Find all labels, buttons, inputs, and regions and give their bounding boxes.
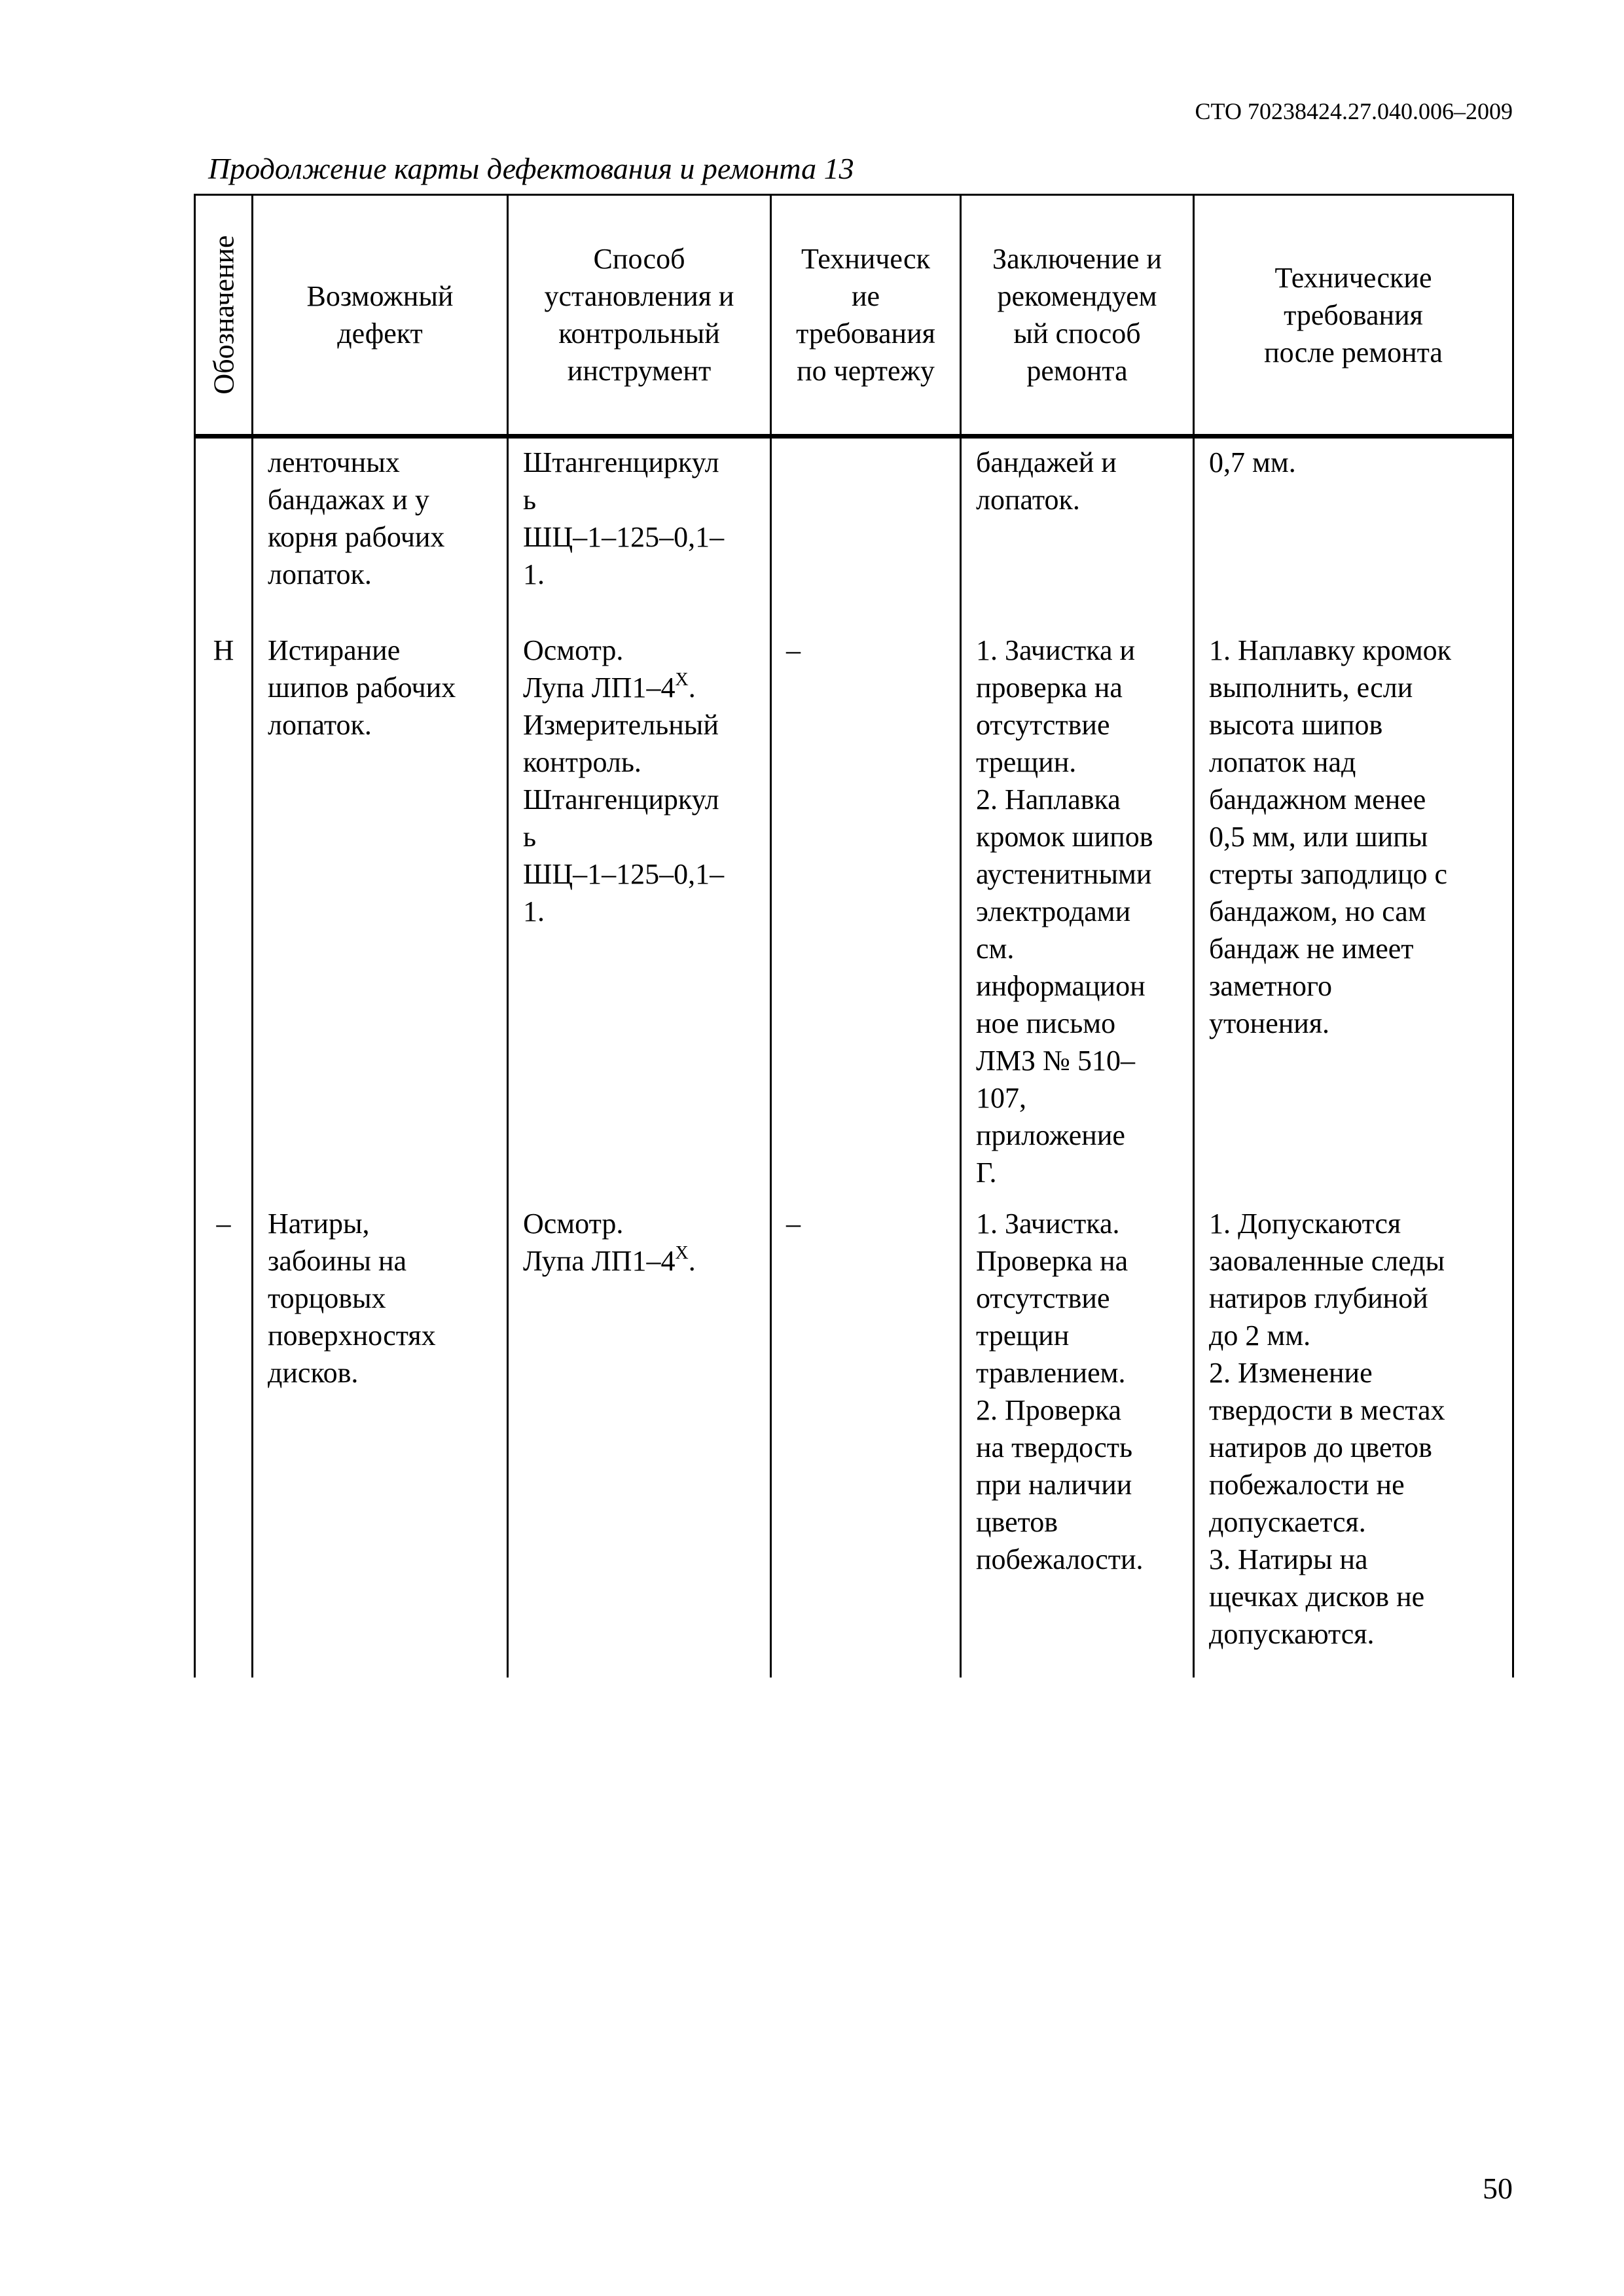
conclusion-text: бандажей и лопаток. (976, 446, 1117, 516)
table-header-row (195, 195, 1513, 437)
post-repair-text: 1. Допускаются заоваленные следы натиров глубиной до 2 мм. 2. Изменение твердости в местах натиров до цветов побежалости не допускается. 3. Натиры на щечках дисков не допускаются. (1209, 1208, 1445, 1650)
method-text: Штангенциркул ь ШЦ–1–125–0,1– 1. (523, 446, 725, 590)
cell-method (508, 437, 771, 627)
table-row (195, 1200, 1513, 1677)
header-post-repair-label: Технические требования после ремонта (1264, 261, 1443, 368)
method-superscript: Х (675, 1243, 689, 1263)
defect-repair-table (194, 194, 1514, 1677)
post-repair-text: 0,7 мм. (1209, 446, 1296, 478)
header-defect-label: Возможный дефект (306, 280, 454, 350)
conclusion-text: 1. Зачистка и проверка на отсутствие трещин. 2. Наплавка кромок шипов аустенитными электродами см. информацион ное письмо ЛМЗ № 510– 107, приложение Г. (976, 634, 1153, 1189)
conclusion-text: 1. Зачистка. Проверка на отсутствие трещин травлением. 2. Проверка на твердость при наличии цветов побежалости. (976, 1208, 1144, 1575)
header-post-repair (1194, 195, 1513, 437)
method-text-part1: Осмотр. Лупа ЛП1–4 (523, 1208, 676, 1277)
method-superscript: Х (675, 670, 689, 690)
cell-drawing-requirements (771, 437, 961, 627)
header-designation (195, 195, 253, 437)
drawing-requirements-text (772, 439, 960, 444)
table-row (195, 626, 1513, 1200)
method-text (509, 626, 770, 930)
method-text-part2: . Измерительный контроль. Штангенциркул ь ШЦ–1–125–0,1– 1. (523, 672, 725, 927)
cell-drawing-requirements (771, 1200, 961, 1677)
method-text-part2: . (688, 1245, 696, 1277)
document-code: СТО 70238424.27.040.006–2009 (1195, 98, 1513, 124)
cell-designation (195, 437, 253, 627)
header-designation-label: Обозначение (208, 235, 240, 395)
cell-method (508, 1200, 771, 1677)
header-drawing-requirements-label: Техническ ие требования по чертежу (796, 243, 935, 387)
method-text (509, 1200, 770, 1280)
cell-post-repair (1194, 1200, 1513, 1677)
drawing-requirements-text: – (786, 634, 801, 666)
designation-text: Н (213, 634, 234, 666)
cell-defect (253, 1200, 508, 1677)
defect-text: ленточных бандажах и у корня рабочих лопаток. (268, 446, 445, 590)
designation-text: – (216, 1208, 231, 1240)
defect-text: Натиры, забоины на торцовых поверхностях дисков. (268, 1208, 436, 1389)
cell-post-repair (1194, 437, 1513, 627)
cell-designation (195, 626, 253, 1200)
cell-conclusion (961, 626, 1194, 1200)
cell-conclusion (961, 1200, 1194, 1677)
cell-conclusion (961, 437, 1194, 627)
cell-designation (195, 1200, 253, 1677)
designation-text (196, 439, 251, 444)
header-conclusion (961, 195, 1194, 437)
header-method (508, 195, 771, 437)
table-row (195, 437, 1513, 627)
defect-text: Истирание шипов рабочих лопаток. (268, 634, 456, 741)
cell-post-repair (1194, 626, 1513, 1200)
cell-defect (253, 626, 508, 1200)
drawing-requirements-text: – (786, 1208, 801, 1240)
header-defect (253, 195, 508, 437)
cell-drawing-requirements (771, 626, 961, 1200)
header-drawing-requirements (771, 195, 961, 437)
header-method-label: Способ установления и контрольный инструмент (544, 243, 734, 387)
table-caption: Продолжение карты дефектования и ремонта 13 (208, 152, 854, 185)
post-repair-text: 1. Наплавку кромок выполнить, если высота шипов лопаток над бандажном менее 0,5 мм, или шипы стерты заподлицо с бандажом, но сам бандаж не имеет заметного утонения. (1209, 634, 1452, 1039)
header-conclusion-label: Заключение и рекомендуем ый способ ремонта (992, 243, 1162, 387)
method-text-part1: Осмотр. Лупа ЛП1–4 (523, 634, 676, 704)
cell-defect (253, 437, 508, 627)
page-number: 50 (1483, 2172, 1513, 2205)
cell-method (508, 626, 771, 1200)
